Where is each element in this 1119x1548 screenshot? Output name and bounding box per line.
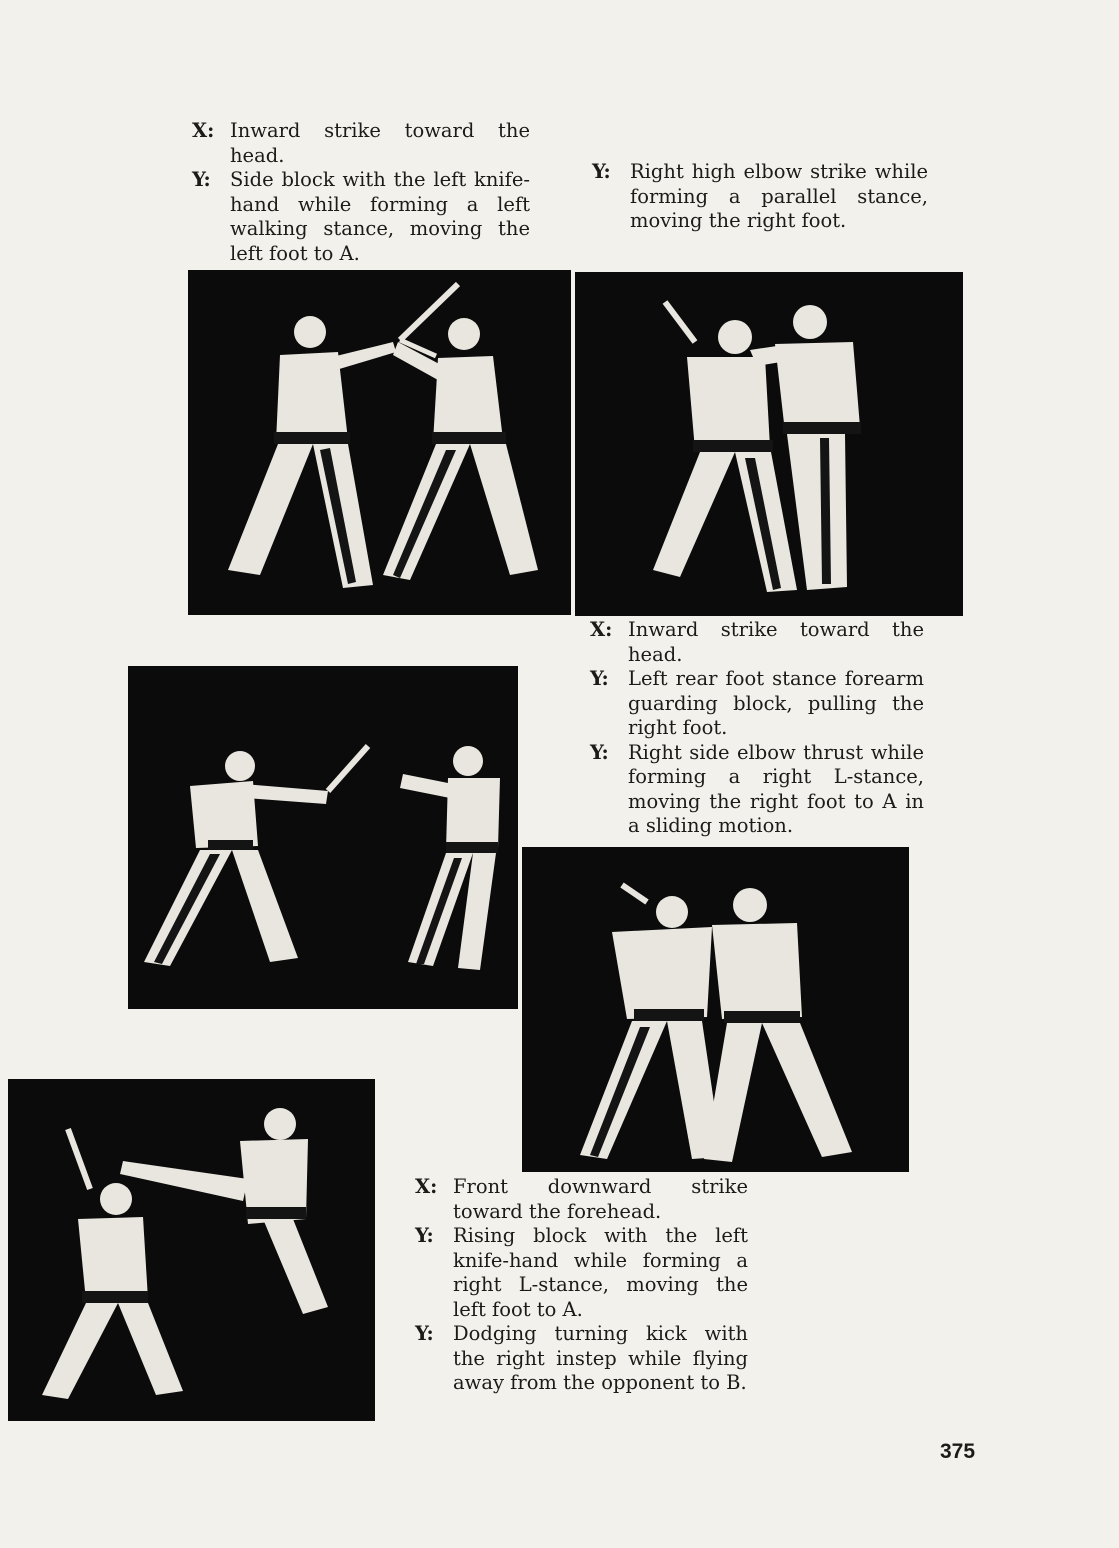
caption-text: Side block with the left knife-hand while forming a left walking stance, moving the left foot to A. <box>230 168 530 265</box>
page-number: 375 <box>940 1440 976 1463</box>
caption-text: Right high elbow strike while forming a parallel stance, moving the right foot. <box>630 160 928 232</box>
caption-entry <box>415 1322 748 1396</box>
staff <box>622 885 647 902</box>
caption-text: Dodging turning kick with the right instep while flying away from the opponent to B. <box>453 1322 748 1394</box>
staff <box>68 1129 90 1189</box>
caption-text: Left rear foot stance forearm guarding block, pulling the right foot. <box>628 667 924 739</box>
photo-figures <box>575 272 963 616</box>
caption-label: X: <box>415 1175 438 1198</box>
photo-elbow-strike <box>575 272 963 616</box>
caption-label: X: <box>192 119 215 142</box>
caption-label: Y: <box>590 740 609 764</box>
caption-entry <box>590 741 924 839</box>
caption-label: Y: <box>590 667 609 690</box>
figure-left <box>144 751 328 966</box>
figure-right <box>400 746 500 970</box>
caption-block-1 <box>192 119 530 266</box>
caption-entry <box>415 1224 748 1322</box>
caption-text: Inward strike toward the head. <box>628 618 924 666</box>
caption-entry <box>192 119 530 168</box>
staff <box>665 302 695 342</box>
photo-elbow-thrust <box>522 847 909 1172</box>
photo-figures <box>522 847 909 1172</box>
caption-entry <box>192 168 530 266</box>
caption-entry <box>592 160 928 234</box>
caption-entry <box>590 618 924 667</box>
photo-flying-kick <box>8 1079 375 1421</box>
photo-figures <box>8 1079 375 1421</box>
figure-right <box>704 888 852 1162</box>
figure-left <box>580 896 722 1159</box>
caption-text: Inward strike toward the head. <box>230 119 530 167</box>
caption-text: Rising block with the left knife-hand while forming a right L-stance, moving the left foot to A. <box>453 1224 748 1321</box>
photo-staff-block <box>188 270 571 615</box>
figure-right <box>383 318 538 580</box>
caption-label: X: <box>590 618 613 641</box>
caption-label: Y: <box>415 1322 434 1345</box>
photo-figures <box>188 270 571 615</box>
photo-guarding-block <box>128 666 518 1009</box>
figure-right <box>120 1108 328 1314</box>
caption-block-3 <box>590 618 924 839</box>
caption-label: Y: <box>592 160 611 183</box>
caption-block-2 <box>592 160 928 234</box>
caption-label: Y: <box>415 1224 434 1247</box>
caption-entry <box>415 1175 748 1224</box>
photo-figures <box>128 666 518 1009</box>
caption-block-4 <box>415 1175 748 1396</box>
caption-text: Front downward strike toward the forehead. <box>453 1175 748 1223</box>
caption-text: Right side elbow thrust while forming a right L-stance, moving the right foot to A in a sliding motion. <box>628 740 924 837</box>
caption-label: Y: <box>192 168 211 191</box>
caption-entry <box>590 667 924 741</box>
staff <box>328 746 368 791</box>
figure-left <box>42 1183 183 1399</box>
figure-left <box>228 316 396 588</box>
